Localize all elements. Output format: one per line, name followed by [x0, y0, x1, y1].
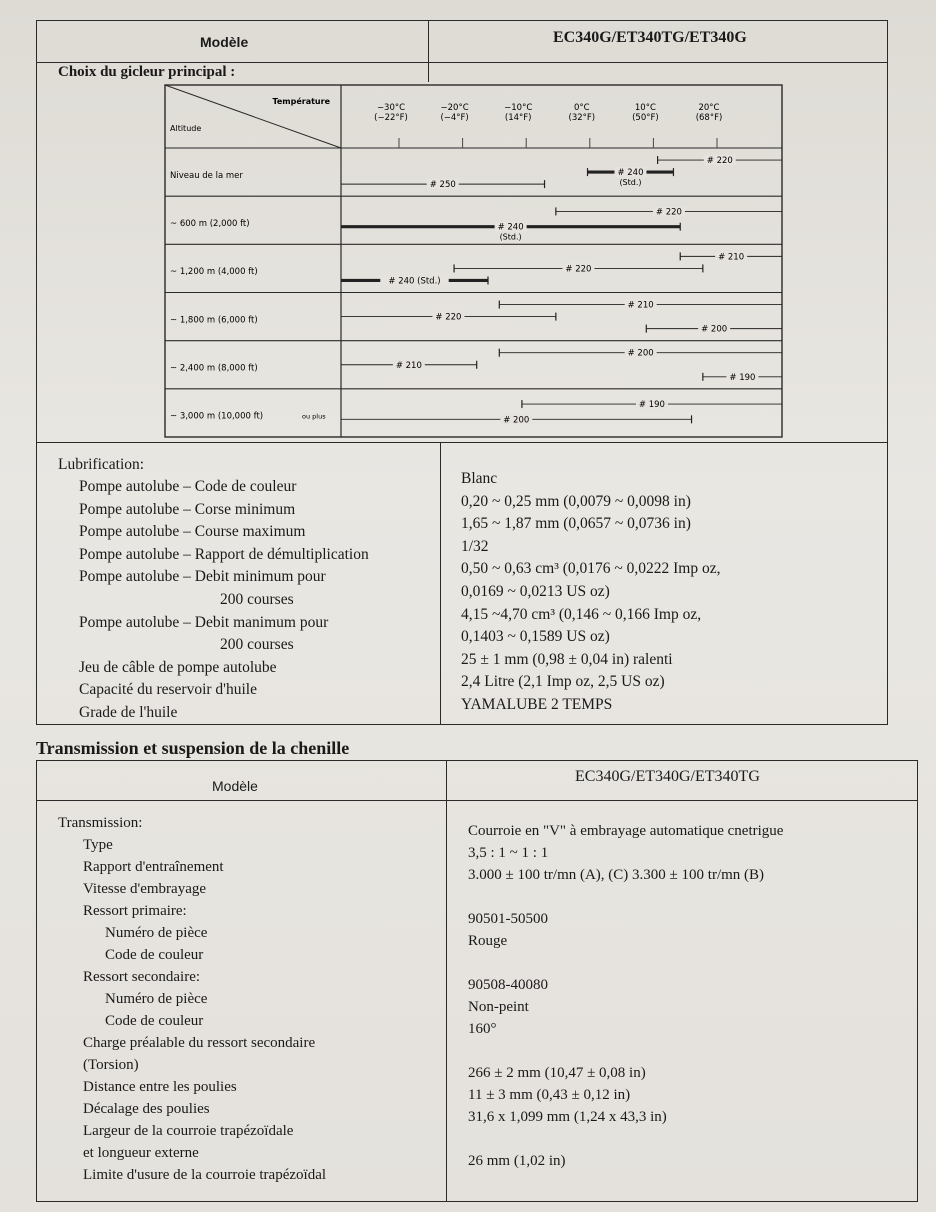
lubrication-row-label: Capacité du reservoir d'huile: [79, 681, 257, 699]
transmission-row-value: 90501-50500: [468, 911, 548, 927]
model-value: EC340G/ET340TG/ET340G: [553, 29, 747, 46]
lubrication-row-label: Pompe autolube – Corse minimum: [79, 500, 296, 518]
jet-label: # 190: [729, 372, 756, 383]
altitude-label-row: ~ 1,200 m (4,000 ft): [170, 267, 258, 278]
lubrication-row-value: 0,50 ~ 0,63 cm³ (0,0176 ~ 0,0222 Imp oz,: [461, 560, 721, 578]
lubrication-row-label: Pompe autolube – Course maximum: [79, 523, 306, 541]
lubrication-row-value: Blanc: [461, 470, 498, 487]
temp-f-label: (−22°F): [374, 113, 408, 123]
lubrication-row-label: Pompe autolube – Debit manimum pour: [79, 613, 329, 631]
lubrication-row-value: 0,1403 ~ 0,1589 US oz): [461, 628, 610, 646]
temp-c-label: 0°C: [574, 103, 590, 113]
transmission-row-value: 160°: [468, 1021, 497, 1037]
jet-title: Choix du gicleur principal :: [58, 64, 236, 80]
transmission-row-value: Courroie en "V" à embrayage automatique cnetrigue: [468, 823, 784, 839]
transmission-row-value: Rouge: [468, 933, 508, 949]
transmission-row-value: 3,5 : 1 ~ 1 : 1: [468, 845, 549, 861]
jet-label: # 200: [701, 324, 728, 335]
transmission-labels: [83, 834, 326, 1186]
transmission-row-label: Ressort primaire:: [83, 903, 187, 919]
temp-f-label: (50°F): [632, 113, 659, 123]
transmission-row-label: Code de couleur: [105, 1013, 204, 1029]
transmission-row-value: [468, 952, 783, 974]
lubrication-row-label: Pompe autolube – Debit minimum pour: [79, 568, 326, 586]
transmission-values: [468, 820, 783, 1172]
lubrication-row-value: 1,65 ~ 1,87 mm (0,0657 ~ 0,0736 in): [461, 515, 691, 533]
altitude-label-row: ~ 1,800 m (6,000 ft): [170, 315, 258, 326]
col-divider-2: [446, 760, 447, 1202]
jet-label: # 250: [429, 180, 456, 191]
altitude-label-row: Niveau de la mer: [170, 170, 243, 181]
temp-c-label: −20°C: [440, 103, 469, 113]
jet-label: # 210: [627, 300, 654, 311]
chart-frame: [165, 85, 782, 437]
jet-label: # 240 (Std.): [388, 276, 441, 287]
jet-label: # 190: [638, 400, 665, 411]
transmission-row-label: et longueur externe: [83, 1145, 199, 1161]
jet-label: # 240: [617, 168, 644, 179]
transmission-row-value: 26 mm (1,02 in): [468, 1153, 566, 1169]
jet-selection-chart: [0, 0, 936, 460]
jet-sublabel: (Std.): [619, 178, 642, 188]
transmission-row-value: 31,6 x 1,099 mm (1,24 x 43,3 in): [468, 1109, 667, 1125]
transmission-row-label: Décalage des poulies: [83, 1101, 210, 1117]
transmission-row-label: (Torsion): [83, 1057, 139, 1073]
transmission-row-label: Limite d'usure de la courroie trapézoïdal: [83, 1167, 327, 1183]
altitude-label-row: ~ 600 m (2,000 ft): [170, 219, 250, 230]
temp-c-label: 10°C: [634, 103, 656, 113]
transmission-row-value: [468, 1040, 783, 1062]
temp-c-label: −10°C: [504, 103, 533, 113]
lubrication-row-label: Jeu de câble de pompe autolube: [79, 658, 277, 676]
lubrication-row-value: 2,4 Litre (2,1 Imp oz, 2,5 US oz): [461, 673, 665, 691]
transmission-row-label: Code de couleur: [105, 947, 204, 963]
jet-label: # 220: [706, 156, 733, 167]
jet-label: # 200: [627, 348, 654, 359]
transmission-row-label: Rapport d'entraînement: [83, 859, 224, 875]
jet-label: # 220: [655, 207, 682, 218]
transmission-row-label: Vitesse d'embrayage: [83, 881, 207, 897]
transmission-row-label: Numéro de pièce: [105, 925, 208, 941]
transmission-row-label: Numéro de pièce: [105, 991, 208, 1007]
lube-col-divider: [440, 442, 441, 724]
transmission-row-value: 11 ± 3 mm (0,43 ± 0,12 in): [468, 1087, 631, 1103]
model-label-2: Modèle: [212, 778, 258, 794]
model-label: Modèle: [200, 34, 249, 50]
lubrication-row-label: 200 courses: [220, 590, 294, 608]
transmission-row-label: Distance entre les poulies: [83, 1079, 237, 1095]
transmission-row-value: Non-peint: [468, 999, 529, 1015]
jet-label: # 220: [565, 264, 592, 275]
model-value-2: EC340G/ET340G/ET340TG: [575, 768, 760, 785]
jet-label: # 220: [435, 312, 462, 323]
transmission-row-label: Type: [83, 837, 113, 853]
transmission-title: Transmission:: [58, 815, 143, 831]
lubrication-title: Lubrification:: [58, 456, 145, 473]
altitude-label: Altitude: [170, 124, 202, 133]
temp-f-label: (14°F): [504, 113, 532, 123]
lubrication-row-value: 1/32: [461, 537, 489, 555]
temp-f-label: (−4°F): [440, 113, 469, 123]
altitude-suffix: ou plus: [302, 412, 326, 421]
transmission-row-value: 266 ± 2 mm (10,47 ± 0,08 in): [468, 1065, 646, 1081]
temp-f-label: (32°F): [568, 113, 596, 123]
lubrication-row-value: 0,20 ~ 0,25 mm (0,0079 ~ 0,0098 in): [461, 492, 691, 510]
lubrication-labels: [79, 476, 369, 725]
transmission-row-value: [468, 886, 783, 908]
transmission-row-value: 90508-40080: [468, 977, 548, 993]
altitude-label-row: ~ 3,000 m (10,000 ft): [170, 411, 264, 422]
lubrication-row-label: Pompe autolube – Rapport de démultiplication: [79, 545, 369, 563]
jet-sublabel: (Std.): [499, 232, 522, 242]
chart-diagonal: [165, 85, 341, 148]
lubrication-row-value: 0,0169 ~ 0,0213 US oz): [461, 582, 610, 600]
transmission-row-label: Charge préalable du ressort secondaire: [83, 1035, 316, 1051]
transmission-row-value: 3.000 ± 100 tr/mn (A), (C) 3.300 ± 100 tr/mn (B): [468, 867, 765, 883]
lubrication-values: [461, 468, 721, 717]
temp-c-label: 20°C: [698, 103, 720, 113]
transmission-row-label: Ressort secondaire:: [83, 969, 201, 985]
lubrication-row-value: YAMALUBE 2 TEMPS: [461, 695, 613, 713]
transmission-row-value: [468, 1128, 783, 1150]
lubrication-row-value: 25 ± 1 mm (0,98 ± 0,04 in) ralenti: [461, 650, 673, 668]
transmission-row-label: Largeur de la courroie trapézoïdale: [83, 1123, 294, 1139]
altitude-label-row: ~ 2,400 m (8,000 ft): [170, 363, 258, 374]
lubrication-row-label: 200 courses: [220, 636, 294, 654]
header-divider-2: [36, 800, 918, 801]
lubrication-row-value: 4,15 ~4,70 cm³ (0,146 ~ 0,166 Imp oz,: [461, 605, 702, 623]
jet-label: # 240: [497, 222, 524, 233]
jet-label: # 210: [395, 360, 422, 371]
jet-label: # 200: [503, 415, 530, 426]
temp-c-label: −30°C: [376, 103, 406, 113]
jet-label: # 210: [718, 252, 745, 263]
lubrication-row-label: Grade de l'huile: [79, 703, 178, 721]
lubrication-row-label: Pompe autolube – Code de couleur: [79, 478, 297, 495]
temperature-label: Température: [272, 97, 330, 106]
temp-f-label: (68°F): [695, 113, 723, 123]
section-heading: Transmission et suspension de la chenille: [36, 738, 350, 758]
